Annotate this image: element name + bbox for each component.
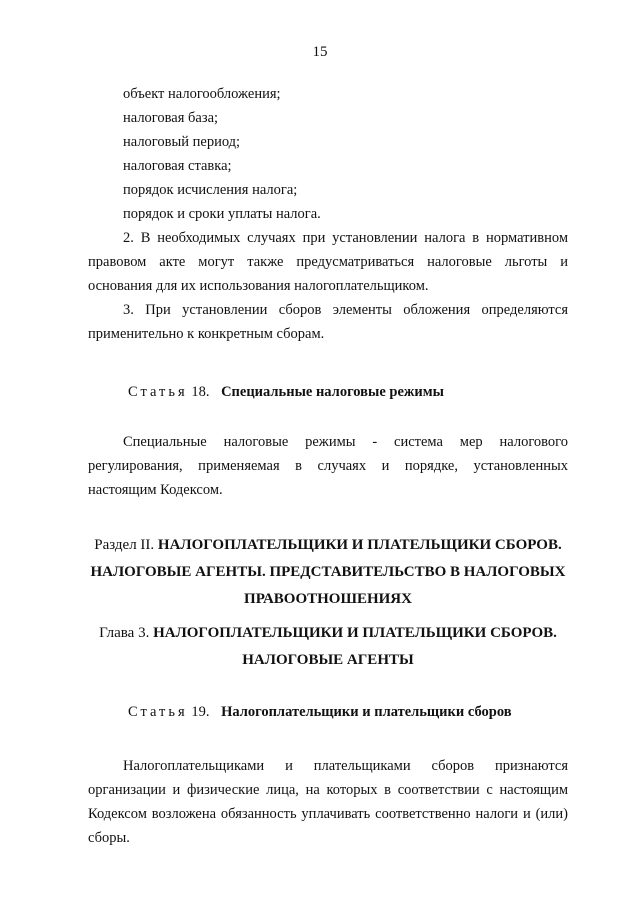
list-item: налоговый период; — [123, 134, 241, 150]
article-title: Налогоплательщики и плательщики сборов — [221, 704, 512, 720]
article-19-heading — [128, 700, 512, 724]
article-18-text: Специальные налоговые режимы - система мер налогового регулирования, применяемая в случаях и порядке, установленных настоящим Кодексом. — [88, 434, 568, 498]
list-item: порядок и сроки уплаты налога. — [123, 206, 321, 222]
article-19-text: Налогоплательщиками и плательщиками сборов признаются организации и физические лица, на которых в соответствии с настоящим Кодексом возложена обязанность уплачивать соответственно налоги и (или) сборы. — [88, 758, 568, 846]
section-title: НАЛОГОПЛАТЕЛЬЩИКИ И ПЛАТЕЛЬЩИКИ СБОРОВ. НАЛОГОВЫЕ АГЕНТЫ. ПРЕДСТАВИТЕЛЬСТВО В НАЛОГОВЫХ ПРАВООТНОШЕНИЯХ — [90, 537, 566, 607]
article-word: Статья — [128, 384, 188, 400]
paragraph-3: 3. При установлении сборов элементы обложения определяются применительно к конкретным сборам. — [88, 302, 568, 342]
list-item: порядок исчисления налога; — [123, 182, 298, 198]
article-number: 18. — [191, 384, 210, 400]
list-item: налоговая ставка; — [123, 158, 232, 174]
section-2-heading — [88, 532, 568, 613]
article-18-heading — [128, 380, 444, 404]
chapter-title: НАЛОГОПЛАТЕЛЬЩИКИ И ПЛАТЕЛЬЩИКИ СБОРОВ. НАЛОГОВЫЕ АГЕНТЫ — [153, 625, 557, 668]
list-item: объект налогообложения; — [123, 86, 281, 102]
chapter-prefix: Глава 3. — [99, 625, 150, 641]
list-item: налоговая база; — [123, 110, 219, 126]
article-title: Специальные налоговые режимы — [221, 384, 444, 400]
article-word: Статья — [128, 704, 188, 720]
paragraph-2: 2. В необходимых случаях при установлении налога в нормативном правовом акте могут также предусматриваться налоговые льготы и основания для их использования налогоплательщиком. — [88, 230, 568, 294]
tax-elements-list — [123, 82, 321, 226]
article-number: 19. — [191, 704, 210, 720]
page-number: 15 — [312, 44, 328, 60]
chapter-3-heading — [88, 620, 568, 674]
section-prefix: Раздел II. — [94, 537, 155, 553]
